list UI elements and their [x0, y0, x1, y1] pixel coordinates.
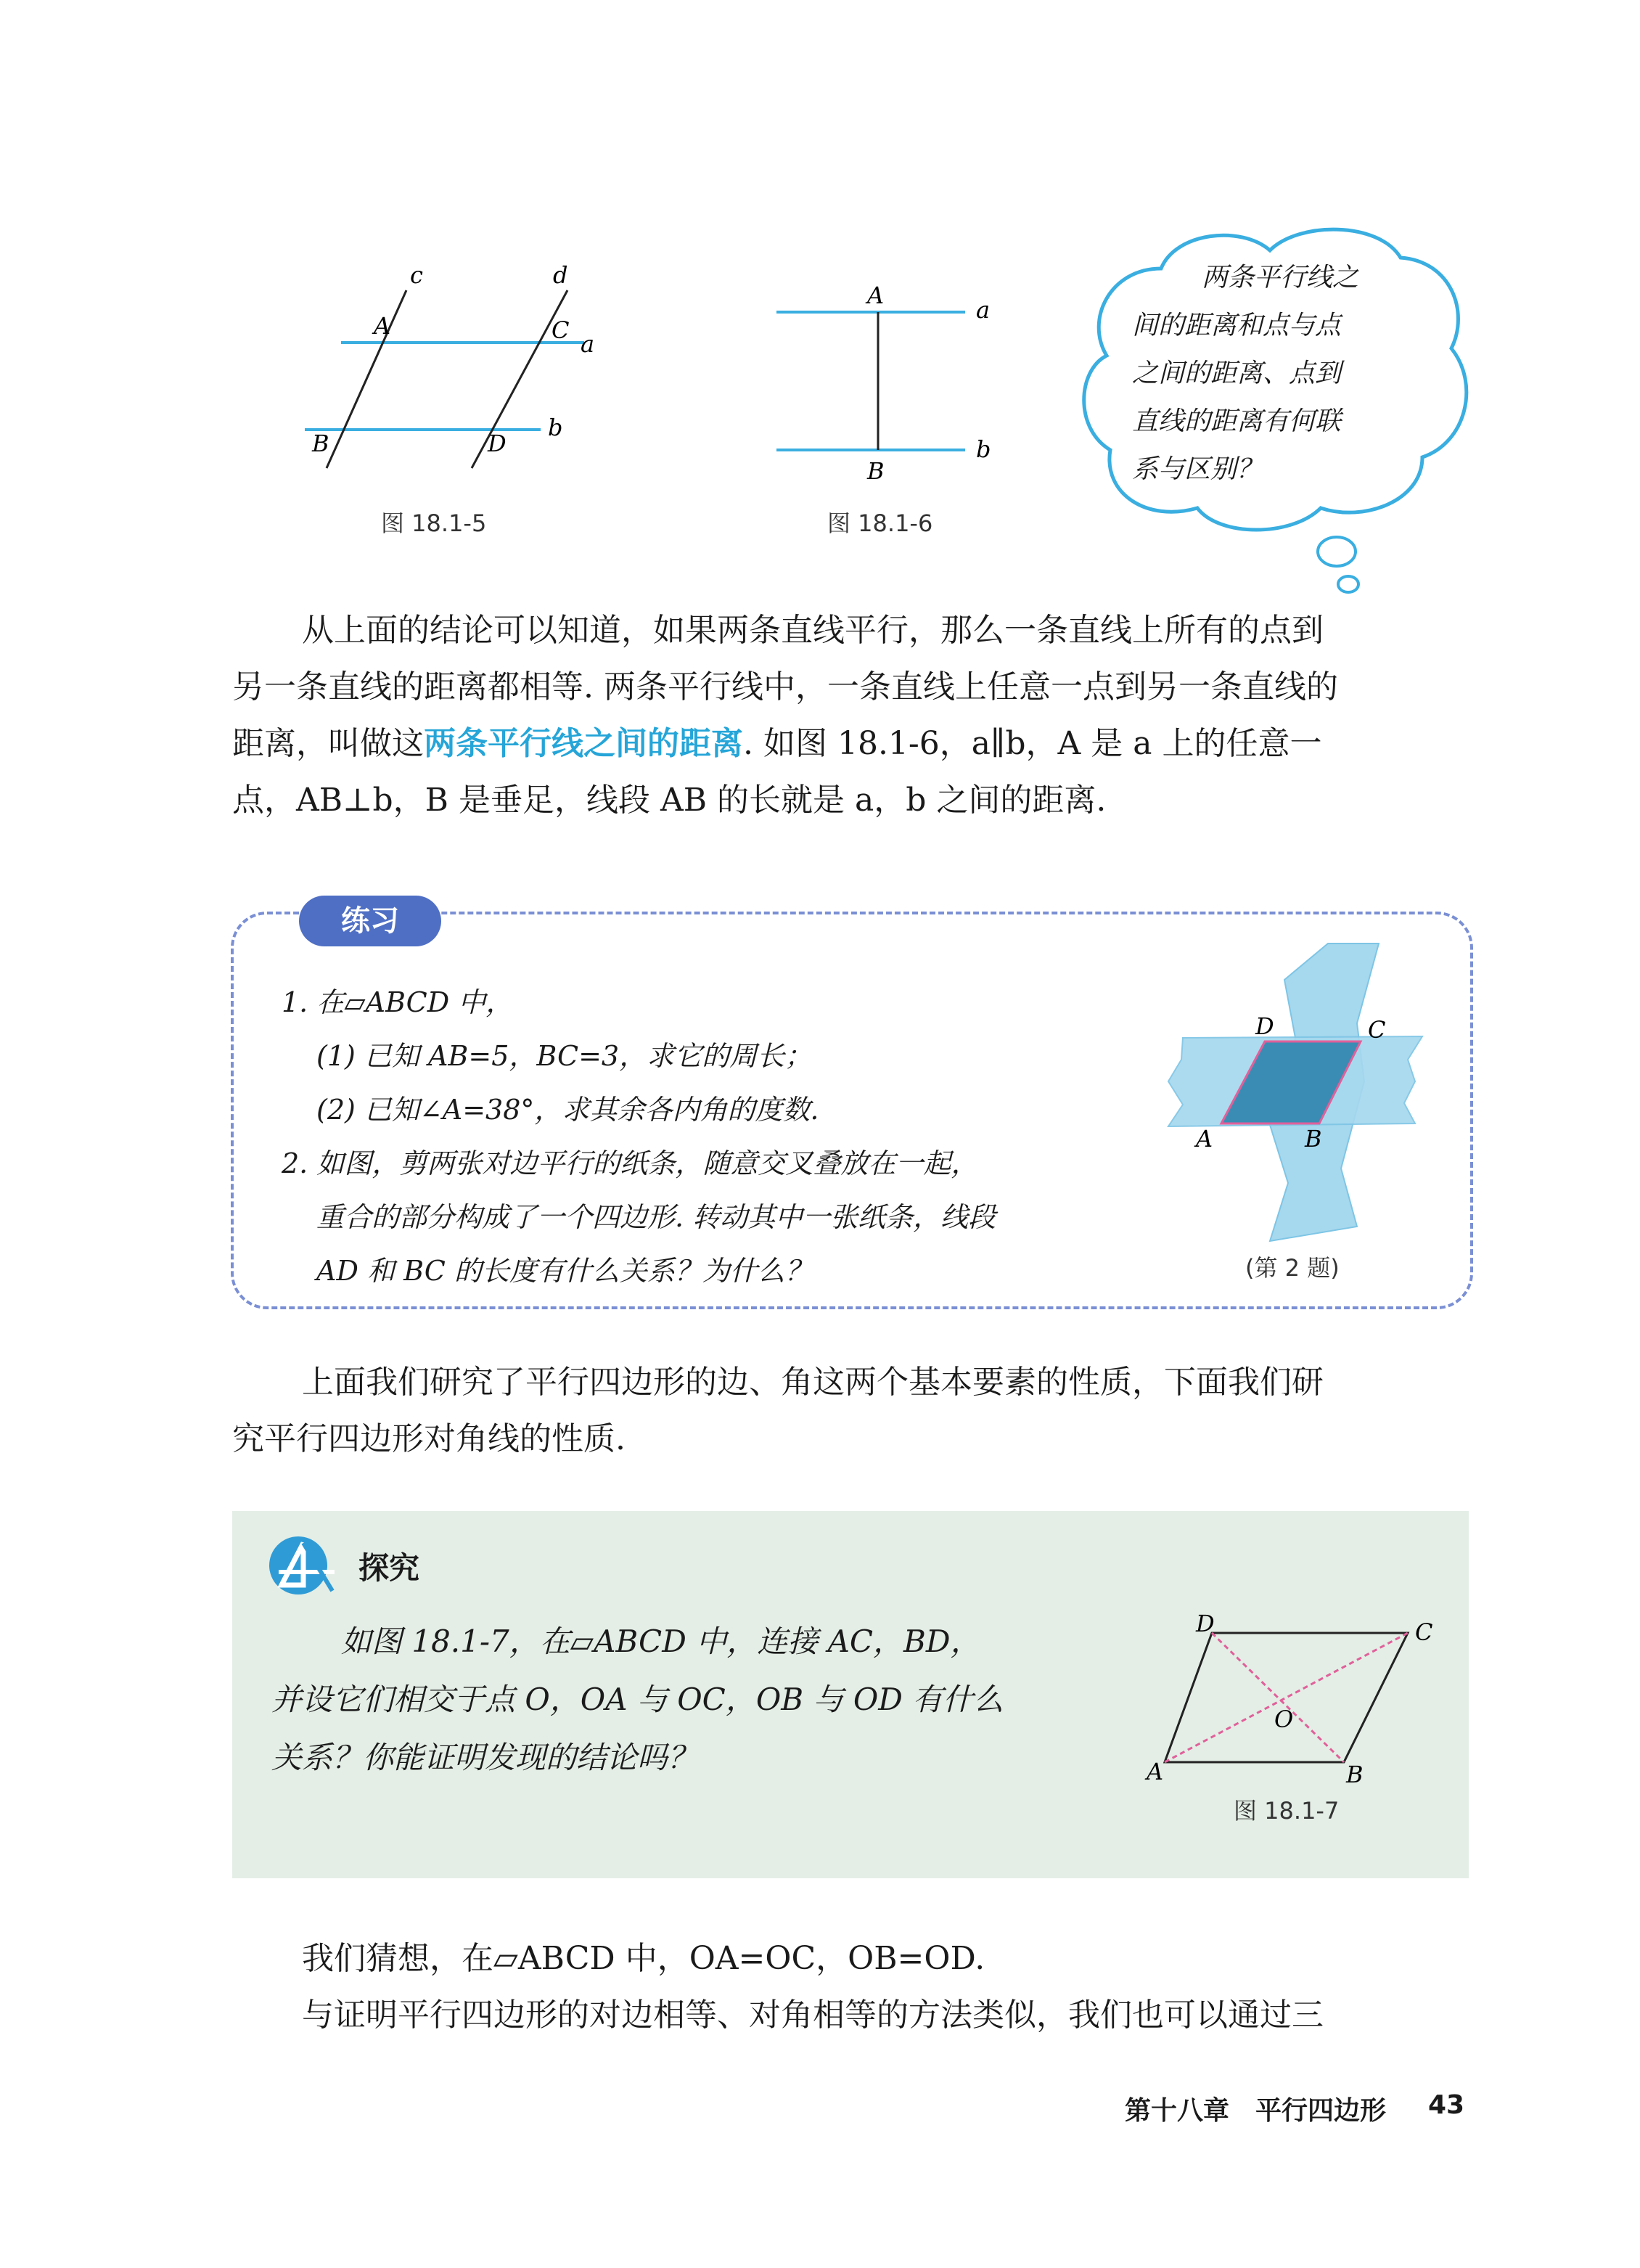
bubble-line: 直线的距离有何联 — [1132, 406, 1342, 436]
term-highlight: 两条平行线之间的距离 — [424, 725, 743, 762]
page-number: 43 — [1428, 2090, 1465, 2120]
label-a: a — [976, 296, 991, 324]
exercise-line: 重合的部分构成了一个四边形. 转动其中一张纸条，线段 — [316, 1201, 996, 1233]
exercise-title: 练习 — [299, 896, 441, 946]
exercise-line: (2) 已知∠A=38°，求其余各内角的度数. — [316, 1094, 819, 1126]
exercise-line: 1. 在▱ABCD 中， — [282, 986, 514, 1018]
text-line: 点，AB⊥b，B 是垂足，线段 AB 的长就是 a，b 之间的距离. — [232, 782, 1107, 819]
label-b: b — [548, 414, 563, 441]
label-C: C — [1368, 1016, 1386, 1044]
text-line: 从上面的结论可以知道，如果两条直线平行，那么一条直线上所有的点到 — [302, 612, 1324, 649]
figure-caption: 图 18.1-6 — [827, 509, 933, 537]
label-A: A — [867, 282, 885, 309]
label-A: A — [1147, 1758, 1164, 1785]
bubble-line: 系与区别？ — [1132, 454, 1263, 484]
label-C: C — [552, 316, 570, 344]
label-C: C — [1415, 1618, 1433, 1646]
text-line: 我们猜想，在▱ABCD 中，OA=OC，OB=OD. — [302, 1940, 985, 1977]
paragraph-3 — [232, 1931, 1480, 2044]
figure-18-1-6 — [769, 276, 1016, 486]
paper-strips-figure — [1147, 936, 1437, 1256]
label-c: c — [410, 261, 423, 289]
label-B: B — [1346, 1761, 1364, 1785]
label-A: A — [1196, 1125, 1213, 1153]
explore-figure-caption: 图 18.1-7 — [1234, 1797, 1340, 1825]
bubble-line: 之间的距离、点到 — [1132, 359, 1342, 388]
bubble-line: 间的距离和点与点 — [1132, 311, 1342, 340]
paragraph-2 — [232, 1354, 1480, 1467]
exercise-line: 2. 如图，剪两张对边平行的纸条，随意交叉叠放在一起， — [282, 1147, 979, 1179]
exercise-line: (1) 已知 AB=5，BC=3，求它的周长； — [316, 1040, 813, 1072]
text-span: . 如图 18.1-6，a∥b，A 是 a 上的任意一 — [743, 725, 1322, 762]
explore-line: 关系？你能证明发现的结论吗？ — [271, 1740, 699, 1775]
figure-18-1-7 — [1132, 1611, 1451, 1785]
label-B: B — [1305, 1125, 1322, 1153]
label-B: B — [312, 430, 329, 457]
exercise-figure-caption: (第 2 题) — [1245, 1254, 1340, 1282]
bubble-line: 两条平行线之 — [1202, 263, 1359, 292]
label-B: B — [867, 457, 885, 485]
explore-line: 并设它们相交于点 O，OA 与 OC，OB 与 OD 有什么 — [271, 1682, 1004, 1717]
text-span: 距离，叫做这 — [232, 725, 424, 762]
label-d: d — [553, 261, 568, 289]
exercise-text — [282, 975, 996, 1298]
text-line — [232, 716, 1480, 772]
explore-text — [271, 1613, 1004, 1787]
label-O: O — [1274, 1706, 1294, 1733]
label-b: b — [976, 435, 991, 463]
label-a: a — [581, 330, 595, 358]
explore-title: 探究 — [358, 1550, 420, 1586]
figure-18-1-5 — [290, 261, 624, 479]
exercise-line: AD 和 BC 的长度有什么关系？为什么？ — [316, 1255, 813, 1287]
explore-icon — [266, 1533, 345, 1598]
label-A: A — [374, 312, 391, 340]
explore-line: 如图 18.1-7，在▱ABCD 中，连接 AC，BD， — [341, 1624, 981, 1659]
text-line: 另一条直线的距离都相等. 两条平行线中，一条直线上任意一点到另一条直线的 — [232, 668, 1338, 705]
bubble-text — [1132, 254, 1358, 494]
label-D: D — [1196, 1611, 1215, 1637]
text-line: 上面我们研究了平行四边形的边、角这两个基本要素的性质，下面我们研 — [302, 1364, 1324, 1401]
label-D: D — [1255, 1012, 1274, 1040]
figure-caption: 图 18.1-5 — [381, 509, 487, 537]
chapter-title: 第十八章 平行四边形 — [1125, 2096, 1387, 2126]
text-line: 究平行四边形对角线的性质. — [232, 1420, 626, 1457]
paragraph-1 — [232, 602, 1480, 829]
text-line: 与证明平行四边形的对边相等、对角相等的方法类似，我们也可以通过三 — [302, 1997, 1324, 2034]
label-D: D — [488, 430, 507, 457]
